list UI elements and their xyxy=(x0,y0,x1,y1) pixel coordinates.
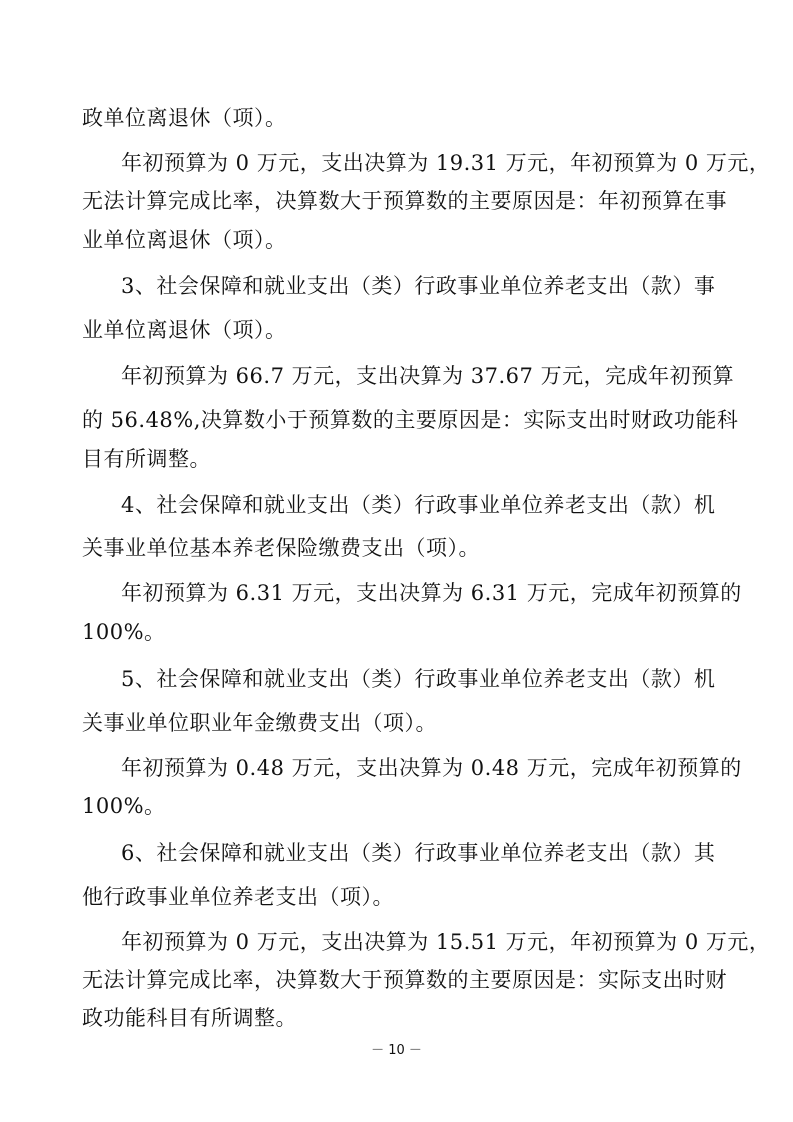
text-line: 他行政事业单位养老支出（项）。 xyxy=(82,885,394,909)
text-line: 100%。 xyxy=(82,794,166,818)
text-line: 目有所调整。 xyxy=(82,447,211,471)
text-line: 年初预算为 0 万元，支出决算为 15.51 万元，年初预算为 0 万元， xyxy=(121,930,771,954)
text-line: 无法计算完成比率，决算数大于预算数的主要原因是：年初预算在事 xyxy=(82,189,727,213)
text-line: 业单位离退休（项）。 xyxy=(82,318,287,342)
text-line: 4、社会保障和就业支出（类）行政事业单位养老支出（款）机 xyxy=(121,493,716,517)
text-line: 年初预算为 0.48 万元，支出决算为 0.48 万元，完成年初预算的 xyxy=(121,756,742,780)
text-line: 业单位离退休（项）。 xyxy=(82,228,287,252)
text-line: 6、社会保障和就业支出（类）行政事业单位养老支出（款）其 xyxy=(121,841,716,865)
text-line: 100%。 xyxy=(82,620,166,644)
text-line: 无法计算完成比率，决算数大于预算数的主要原因是：实际支出时财 xyxy=(82,968,727,992)
text-line: 年初预算为 66.7 万元，支出决算为 37.67 万元，完成年初预算 xyxy=(121,364,735,388)
text-line: 政单位离退休（项）。 xyxy=(82,106,287,130)
text-line: 政功能科目有所调整。 xyxy=(82,1006,297,1030)
text-line: 关事业单位基本养老保险缴费支出（项）。 xyxy=(82,536,480,560)
text-line: 年初预算为 6.31 万元，支出决算为 6.31 万元，完成年初预算的 xyxy=(121,581,742,605)
text-line: 的 56.48%,决算数小于预算数的主要原因是：实际支出时财政功能科 xyxy=(82,408,739,432)
text-line: 5、社会保障和就业支出（类）行政事业单位养老支出（款）机 xyxy=(121,667,716,691)
text-line: 3、社会保障和就业支出（类）行政事业单位养老支出（款）事 xyxy=(121,274,716,298)
text-line: 年初预算为 0 万元，支出决算为 19.31 万元，年初预算为 0 万元， xyxy=(121,151,771,175)
text-line: 关事业单位职业年金缴费支出（项）。 xyxy=(82,711,437,735)
page-number: － 10 － xyxy=(371,1043,422,1058)
